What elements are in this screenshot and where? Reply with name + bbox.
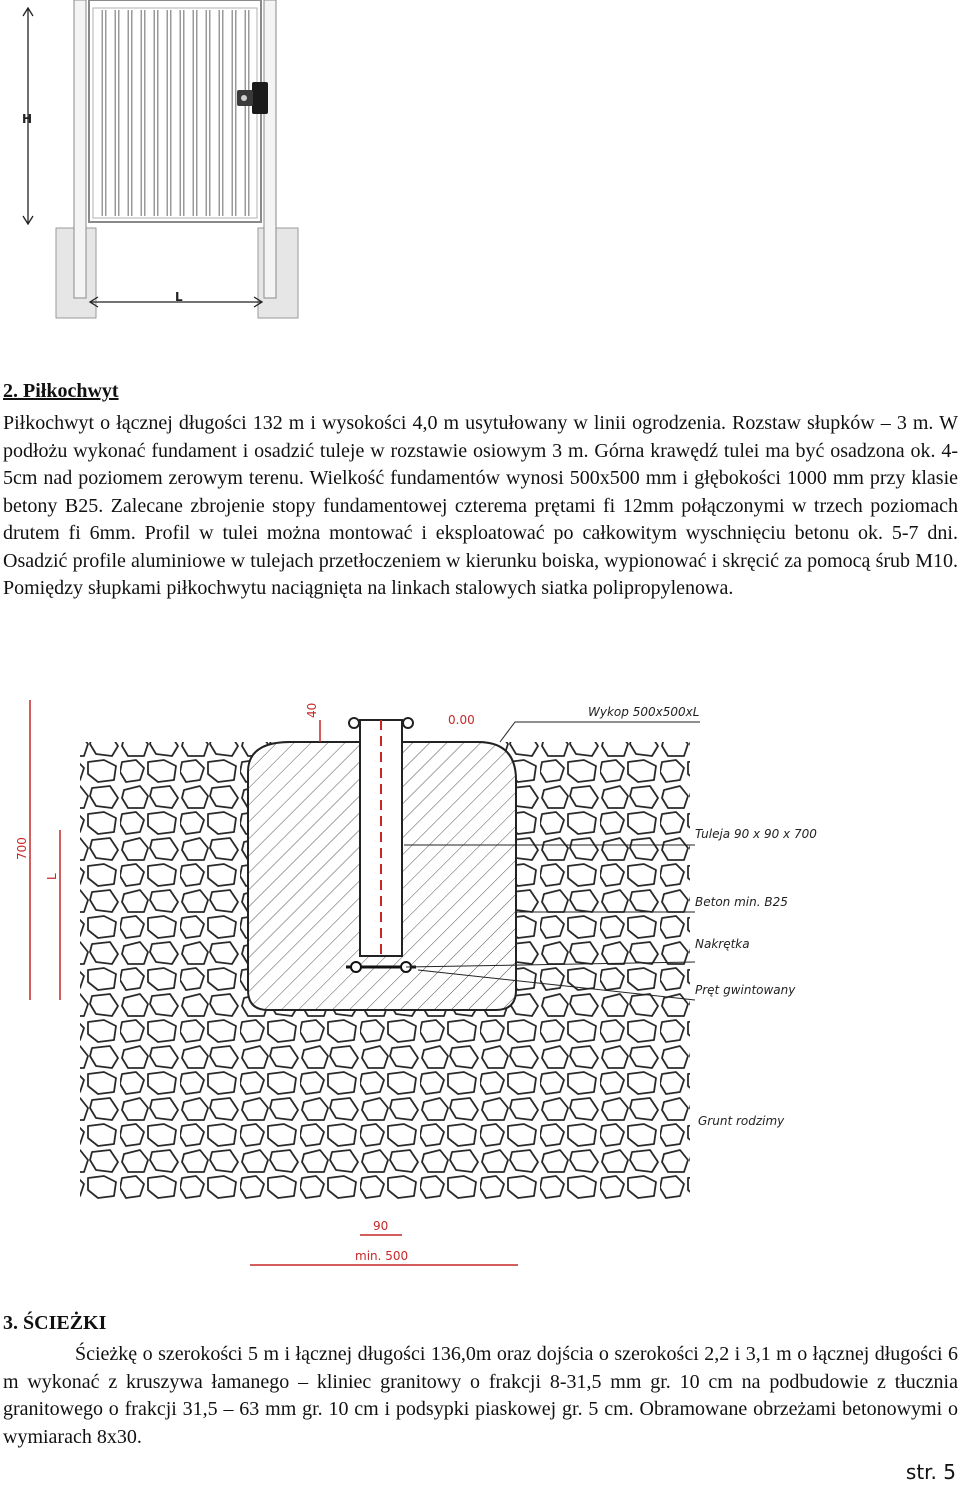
dim-700: 700 xyxy=(15,837,29,860)
height-label: H xyxy=(22,112,33,126)
gate-bars xyxy=(104,10,247,216)
section-2-body: Piłkochwyt o łącznej długości 132 m i wysokości 4,0 m usytułowany w linii ogrodzenia. Rozstaw słupków – 3 m. W podłożu wykonać fundament i osadzić tuleje w rozstawie osiowym 3 m. Górna krawędź tulei ma być osadzona ok. 4-5cm nad poziomem zerowym terenu. Wielkość fundamentów wynosi 500x500 mm i głębokości 1000 mm przy klasie betony B25. Zalecane zbrojenie stopy fundamentowej czterema prętami fi 12mm połączonymi w trzech poziomach drutem fi 6mm. Profil w tulei można montować i eksploatować po całkowitym wyschnięciu betonu ok. 5-7 dni. Osadzić profile aluminiowe w tulejach przetłoczeniem w kierunku boiska, wypionować i skręcić za pomocą śrub M10. Pomiędzy słupkami piłkochwytu naciągnięta na linkach stalowych siatka polipropylenowa. xyxy=(3,412,958,599)
dim-40: 40 xyxy=(305,702,319,718)
section-3-heading: 3. ŚCIEŻKI xyxy=(3,1312,107,1334)
label-wykop: Wykop 500x500xL xyxy=(588,705,700,719)
label-pret: Pręt gwintowany xyxy=(695,983,796,997)
label-beton: Beton min. B25 xyxy=(695,895,788,909)
label-nakretka: Nakrętka xyxy=(695,937,750,951)
length-label: L xyxy=(175,290,183,304)
left-post xyxy=(74,0,86,298)
section-3-body: Ścieżkę o szerokości 5 m i łącznej długości 136,0m oraz dojścia o szerokości 2,2 i 3,1 m o łącznej długości 6 m wykonać z kruszywa łamanego – kliniec granitowy o frakcji 8-31,5 mm gr. 10 cm na podbudowie z tłucznia granitowego o frakcji 31,5 – 63 mm gr. 10 cm i podsypki piaskowej gr. 5 cm. Obramowane obrzeżami betonowymi o wymiarach 8x30. xyxy=(3,1343,958,1448)
dim-min-500: min. 500 xyxy=(355,1249,409,1263)
nut-icon xyxy=(349,718,359,728)
foundation-detail-drawing xyxy=(0,680,960,1280)
gate-drawing xyxy=(0,0,310,330)
section-2-heading: 2. Piłkochwyt xyxy=(3,380,119,402)
right-post xyxy=(264,0,276,298)
dim-000: 0.00 xyxy=(448,713,475,727)
page-number: str. 5 xyxy=(905,1460,956,1484)
label-grunt: Grunt rodzimy xyxy=(698,1114,785,1128)
gate-lock-icon xyxy=(237,82,268,114)
label-tuleja: Tuleja 90 x 90 x 700 xyxy=(695,827,817,841)
dim-L: L xyxy=(45,873,59,880)
dim-90: 90 xyxy=(373,1219,389,1233)
